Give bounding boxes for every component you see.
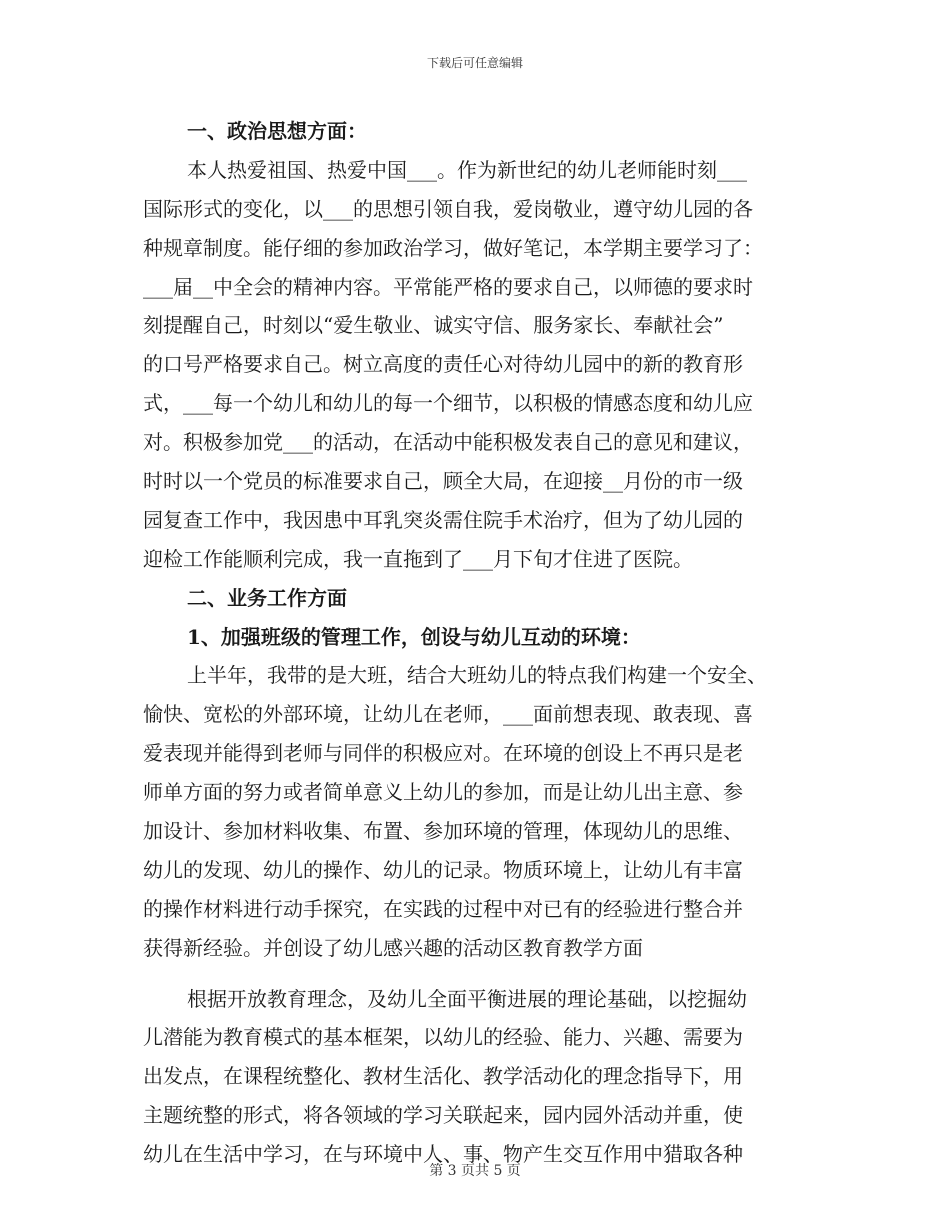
paragraph-line: 式，___每一个幼儿和幼儿的每一个细节，以积极的情感态度和幼儿应 bbox=[143, 391, 753, 416]
paragraph-line: 对。积极参加党___的活动，在活动中能积极发表自己的意见和建议， bbox=[143, 430, 753, 455]
paragraph-line: 时时以一个党员的标准要求自己，顾全大局，在迎接__月份的市一级 bbox=[143, 469, 743, 494]
paragraph-line: 国际形式的变化，以___的思想引领自我，爱岗敬业，遵守幼儿园的各 bbox=[143, 196, 753, 221]
paragraph-line: 加设计、参加材料收集、布置、参加环境的管理，体现幼儿的思维、 bbox=[143, 819, 743, 844]
subsection-heading-class-management: 1、加强班级的管理工作，创设与幼儿互动的环境： bbox=[187, 624, 641, 649]
section-heading-political: 一、政治思想方面： bbox=[187, 119, 367, 143]
paragraph-line: 本人热爱祖国、热爱中国___。作为新世纪的幼儿老师能时刻___ bbox=[187, 157, 747, 182]
paragraph-line: 获得新经验。并创设了幼儿感兴趣的活动区教育教学方面 bbox=[143, 935, 643, 960]
paragraph-line: 种规章制度。能仔细的参加政治学习，做好笔记，本学期主要学习了： bbox=[143, 235, 763, 260]
paragraph-line: 主题统整的形式，将各领域的学习关联起来，园内园外活动并重，使 bbox=[143, 1103, 743, 1128]
paragraph-line: ___届__中全会的精神内容。平常能严格的要求自己，以师德的要求时 bbox=[143, 274, 753, 299]
paragraph-line: 刻提醒自己，时刻以“爱生敬业、诚实守信、服务家长、奉献社会” bbox=[143, 313, 724, 338]
page-header: 下载后可任意编辑 bbox=[426, 56, 523, 70]
paragraph-line: 的操作材料进行动手探究，在实践的过程中对已有的经验进行整合并 bbox=[143, 896, 743, 921]
page-footer: 第 3 页共 5 页 bbox=[429, 1163, 521, 1179]
paragraph-line: 儿潜能为教育模式的基本框架，以幼儿的经验、能力、兴趣、需要为 bbox=[143, 1025, 743, 1050]
paragraph-line: 根据开放教育理念，及幼儿全面平衡进展的理论基础，以挖掘幼 bbox=[187, 986, 747, 1011]
paragraph-line: 的口号严格要求自己。树立高度的责任心对待幼儿园中的新的教育形 bbox=[143, 352, 743, 377]
paragraph-line: 迎检工作能顺利完成，我一直拖到了___月下旬才住进了医院。 bbox=[143, 546, 693, 571]
paragraph-line: 愉快、宽松的外部环境，让幼儿在老师，___面前想表现、敢表现、喜 bbox=[143, 702, 753, 727]
section-heading-business: 二、业务工作方面 bbox=[187, 585, 347, 610]
paragraph-line: 幼儿在生活中学习，在与环境中人、事、物产生交互作用中猎取各种 bbox=[143, 1142, 743, 1167]
paragraph-line: 出发点，在课程统整化、教材生活化、教学活动化的理念指导下，用 bbox=[143, 1064, 743, 1089]
paragraph-line: 园复查工作中，我因患中耳乳突炎需住院手术治疗，但为了幼儿园的 bbox=[143, 507, 743, 532]
paragraph-line: 幼儿的发现、幼儿的操作、幼儿的记录。物质环境上，让幼儿有丰富 bbox=[143, 857, 743, 882]
document-body bbox=[143, 112, 808, 1174]
paragraph-spacer bbox=[143, 968, 808, 980]
paragraph-line: 师单方面的努力或者简单意义上幼儿的参加，而是让幼儿出主意、参 bbox=[143, 780, 743, 805]
paragraph-line: 上半年，我带的是大班，结合大班幼儿的特点我们构建一个安全、 bbox=[187, 663, 767, 688]
paragraph-line: 爱表现并能得到老师与同伴的积极应对。在环境的创设上不再只是老 bbox=[143, 741, 743, 766]
